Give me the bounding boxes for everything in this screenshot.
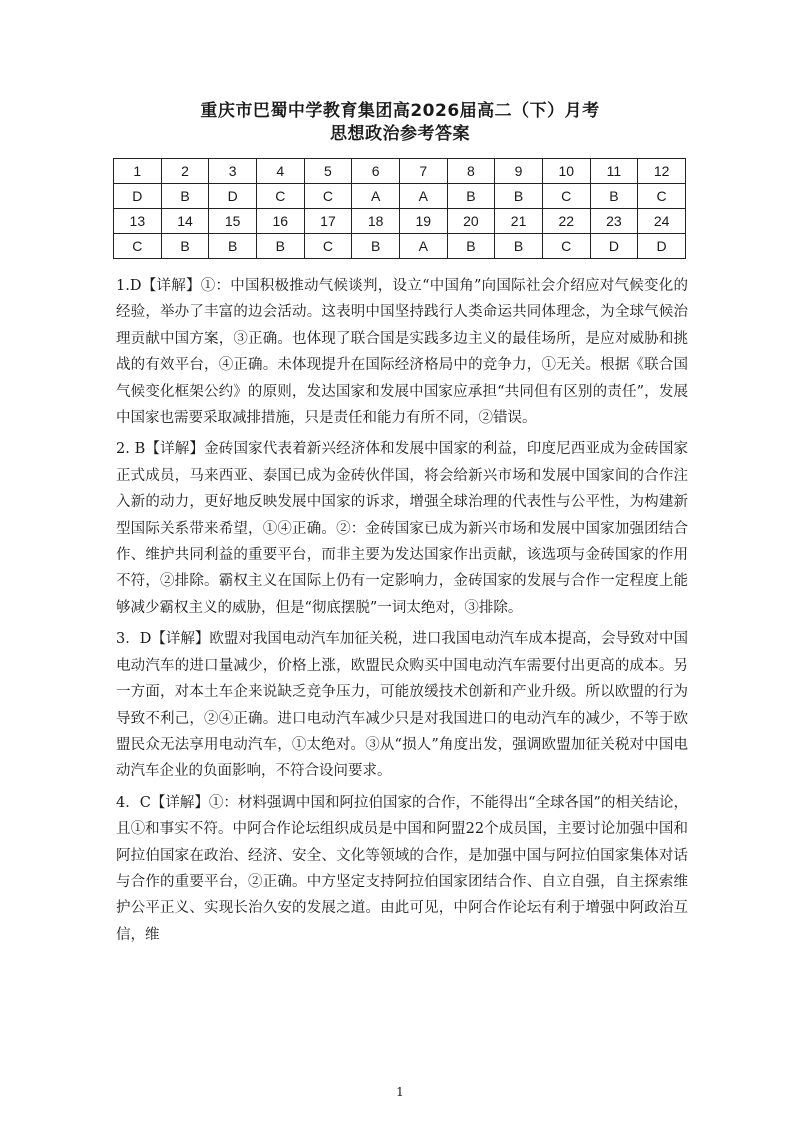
- table-cell: B: [161, 234, 209, 259]
- table-cell: B: [447, 234, 495, 259]
- table-cell: 21: [495, 209, 543, 234]
- table-cell: B: [256, 234, 304, 259]
- table-cell: B: [352, 234, 400, 259]
- explanation-paragraph: 2. B【详解】金砖国家代表着新兴经济体和发展中国家的利益，印度尼西亚成为金砖国家正式成员，马来西亚、泰国已成为金砖伙伴国，将会给新兴市场和发展中国家间的合作注入新的动力，更好地反映发展中国家的诉求，增强全球治理的代表性与公平性，为构建新型国际关系带来希望，①④正确。②：金砖国家已成为新兴市场和发展中国家加强团结合作、维护共同利益的重要平台，而非主要为发达国家作出贡献，该选项与金砖国家的作用不符，②排除。霸权主义在国际上仍有一定影响力，金砖国家的发展与合作一定程度上能够减少霸权主义的威胁，但是“彻底摆脱”一词太绝对，③排除。: [116, 441, 688, 616]
- table-cell: 24: [638, 209, 686, 234]
- table-cell: C: [114, 234, 162, 259]
- table-cell: 3: [209, 159, 257, 184]
- table-cell: 4: [256, 159, 304, 184]
- table-cell: 22: [542, 209, 590, 234]
- explanation-paragraph: 3．D【详解】欧盟对我国电动汽车加征关税，进口我国电动汽车成本提高，会导致对中国电动汽车的进口量减少，价格上涨，欧盟民众购买中国电动汽车需要付出更高的成本。另一方面，对本土车企来说缺乏竞争压力，可能放缓技术创新和产业升级。所以欧盟的行为导致不利己，②④正确。进口电动汽车减少只是对我国进口的电动汽车的减少，不等于欧盟民众无法享用电动汽车，①太绝对。③从“损人”角度出发，强调欧盟加征关税对中国电动汽车企业的负面影响，不符合设问要求。: [116, 631, 688, 780]
- table-cell: B: [495, 234, 543, 259]
- table-cell: 20: [447, 209, 495, 234]
- table-cell: 10: [542, 159, 590, 184]
- table-cell: 17: [304, 209, 352, 234]
- table-cell: C: [304, 234, 352, 259]
- table-cell: D: [209, 184, 257, 209]
- table-cell: C: [256, 184, 304, 209]
- table-cell: C: [542, 234, 590, 259]
- table-cell: B: [209, 234, 257, 259]
- table-cell: 2: [161, 159, 209, 184]
- table-cell: 18: [352, 209, 400, 234]
- document-title: 重庆市巴蜀中学教育集团高2026届高二（下）月考: [200, 101, 600, 121]
- table-cell: 1: [114, 159, 162, 184]
- table-cell: B: [495, 184, 543, 209]
- page-number: 1: [396, 1085, 404, 1099]
- explanations-section: [116, 273, 688, 953]
- table-cell: A: [399, 234, 447, 259]
- table-cell: B: [590, 184, 638, 209]
- document-subtitle: 思想政治参考答案: [330, 124, 470, 144]
- table-cell: 8: [447, 159, 495, 184]
- table-cell: 11: [590, 159, 638, 184]
- answer-row: [114, 184, 686, 209]
- table-cell: A: [399, 184, 447, 209]
- table-cell: 5: [304, 159, 352, 184]
- table-cell: D: [638, 234, 686, 259]
- table-cell: 15: [209, 209, 257, 234]
- table-cell: C: [304, 184, 352, 209]
- table-cell: 6: [352, 159, 400, 184]
- answer-table: [113, 158, 686, 259]
- table-cell: 16: [256, 209, 304, 234]
- table-cell: 23: [590, 209, 638, 234]
- answer-row: [114, 234, 686, 259]
- table-cell: 9: [495, 159, 543, 184]
- table-cell: 14: [161, 209, 209, 234]
- table-cell: 19: [399, 209, 447, 234]
- table-cell: 7: [399, 159, 447, 184]
- table-cell: 13: [114, 209, 162, 234]
- table-cell: 12: [638, 159, 686, 184]
- question-number-row: [114, 209, 686, 234]
- question-number-row: [114, 159, 686, 184]
- table-cell: D: [114, 184, 162, 209]
- table-cell: B: [161, 184, 209, 209]
- table-cell: B: [447, 184, 495, 209]
- explanation-paragraph: 1.D【详解】①：中国积极推动气候谈判，设立“中国角”向国际社会介绍应对气候变化的经验，举办了丰富的边会活动。这表明中国坚持践行人类命运共同体理念，为全球气候治理贡献中国方案，③正确。也体现了联合国是实践多边主义的最佳场所，是应对威胁和挑战的有效平台，④正确。未体现提升在国际经济格局中的竞争力，①无关。根据《联合国气候变化框架公约》的原则，发达国家和发展中国家应承担“共同但有区别的责任”，发展中国家也需要采取减排措施，只是责任和能力有所不同，②错误。: [116, 278, 688, 427]
- explanation-paragraph: 4．C【详解】①：材料强调中国和阿拉伯国家的合作，不能得出“全球各国”的相关结论，且①和事实不符。中阿合作论坛组织成员是中国和阿盟22个成员国，主要讨论加强中国和阿拉伯国家在政治、经济、安全、文化等领域的合作，是加强中国与阿拉伯国家集体对话与合作的重要平台，②正确。中方坚定支持阿拉伯国家团结合作、自立自强，自主探索维护公平正义、实现长治久安的发展之道。由此可见，中阿合作论坛有利于增强中阿政治互信，维: [116, 794, 688, 943]
- table-cell: D: [590, 234, 638, 259]
- table-cell: A: [352, 184, 400, 209]
- table-cell: C: [542, 184, 590, 209]
- table-cell: C: [638, 184, 686, 209]
